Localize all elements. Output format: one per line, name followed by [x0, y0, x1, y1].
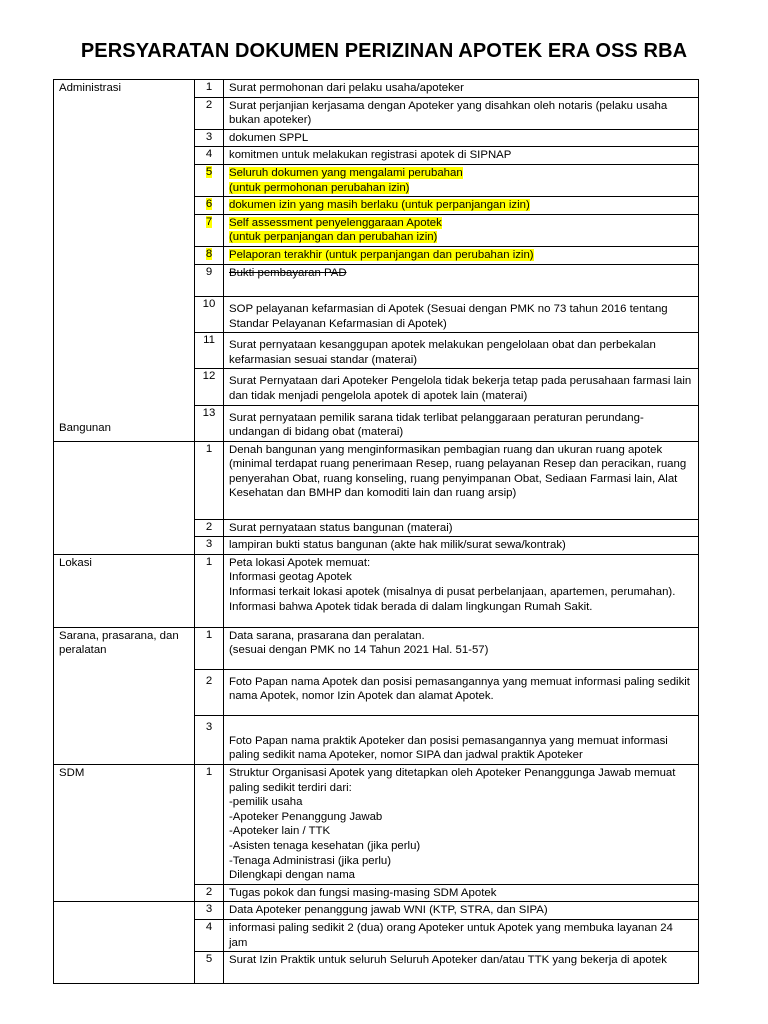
row-text: Struktur Organisasi Apotek yang ditetapkan oleh Apoteker Penanggunga Jawab memuat paling sedikit terdiri dari: -pemilik usaha -Apoteker Penanggung Jawab -Apoteker lain / TTK -Asisten tenaga kesehatan (jika perlu) -Tenaga Administrasi (jika perlu) Dilengkapi dengan nama	[224, 765, 699, 885]
requirements-table	[53, 79, 699, 984]
row-text: Pelaporan terakhir (untuk perpanjangan dan perubahan izin)	[224, 246, 699, 264]
category-empty	[54, 902, 195, 984]
row-number: 3	[195, 537, 224, 555]
table-row	[54, 902, 699, 920]
row-number: 1	[195, 80, 224, 98]
category-bangunan-cell	[54, 441, 195, 554]
row-number: 13	[195, 405, 224, 441]
row-number: 1	[195, 554, 224, 627]
row-text: informasi paling sedikit 2 (dua) orang Apoteker untuk Apotek yang membuka layanan 24 jam	[224, 920, 699, 952]
row-number: 2	[195, 519, 224, 537]
table-row	[54, 765, 699, 885]
category-label: Administrasi	[59, 82, 122, 94]
row-number: 9	[195, 264, 224, 296]
row-number: 1	[195, 441, 224, 519]
row-number: 6	[195, 197, 224, 215]
category-lokasi: Lokasi	[54, 554, 195, 627]
row-text: Surat permohonan dari pelaku usaha/apoteker	[224, 80, 699, 98]
row-text: Surat perjanjian kerjasama dengan Apoteker yang disahkan oleh notaris (pelaku usaha bukan apoteker)	[224, 97, 699, 129]
row-number: 12	[195, 369, 224, 405]
row-number: 2	[195, 884, 224, 902]
category-label-bangunan: Bangunan	[59, 421, 111, 434]
row-text: Bukti pembayaran PAD	[224, 264, 699, 296]
table-row	[54, 80, 699, 98]
row-text: lampiran bukti status bangunan (akte hak milik/surat sewa/kontrak)	[224, 537, 699, 555]
row-number: 2	[195, 97, 224, 129]
table-row	[54, 627, 699, 669]
row-text: dokumen izin yang masih berlaku (untuk perpanjangan izin)	[224, 197, 699, 215]
row-number: 3	[195, 902, 224, 920]
row-number: 4	[195, 920, 224, 952]
category-administrasi	[54, 80, 195, 442]
row-text: Seluruh dokumen yang mengalami perubahan (untuk permohonan perubahan izin)	[224, 164, 699, 196]
row-number: 5	[195, 952, 224, 984]
category-sarana: Sarana, prasarana, dan peralatan	[54, 627, 195, 764]
row-text: Surat pernyataan pemilik sarana tidak terlibat pelanggaraan peraturan perundang-undangan di bidang obat (materai)	[224, 405, 699, 441]
row-text: Surat pernyataan status bangunan (materai)	[224, 519, 699, 537]
row-text: Foto Papan nama Apotek dan posisi pemasangannya yang memuat informasi paling sedikit nama Apotek, nomor Izin Apotek dan alamat Apotek.	[224, 669, 699, 715]
row-number: 2	[195, 669, 224, 715]
row-text: Surat Pernyataan dari Apoteker Pengelola tidak bekerja tetap pada perusahaan farmasi lain dan tidak menjadi pengelola apotek di apotek lain (materai)	[224, 369, 699, 405]
row-text: Data sarana, prasarana dan peralatan. (sesuai dengan PMK no 14 Tahun 2021 Hal. 51-57)	[224, 627, 699, 669]
row-text: Data Apoteker penanggung jawab WNI (KTP, STRA, dan SIPA)	[224, 902, 699, 920]
row-text: Foto Papan nama praktik Apoteker dan posisi pemasangannya yang memuat informasi paling sedikit nama Apoteker, nomor SIPA dan jadwal praktik Apoteker	[224, 715, 699, 764]
row-number: 1	[195, 765, 224, 885]
row-text: Peta lokasi Apotek memuat: Informasi geotag Apotek Informasi terkait lokasi apotek (misalnya di pusat perbelanjaan, apartemen, perumahan). Informasi bahwa Apotek tidak berada di dalam lingkungan Rumah Sakit.	[224, 554, 699, 627]
row-text: SOP pelayanan kefarmasian di Apotek (Sesuai dengan PMK no 73 tahun 2016 tentang Standar Pelayanan Kefarmasian di Apotek)	[224, 296, 699, 332]
row-number: 5	[195, 164, 224, 196]
row-text: dokumen SPPL	[224, 129, 699, 147]
category-sdm: SDM	[54, 765, 195, 902]
row-text: Tugas pokok dan fungsi masing-masing SDM Apotek	[224, 884, 699, 902]
row-number: 3	[195, 129, 224, 147]
row-number: 8	[195, 246, 224, 264]
row-text: Surat Izin Praktik untuk seluruh Seluruh Apoteker dan/atau TTK yang bekerja di apotek	[224, 952, 699, 984]
row-number: 4	[195, 147, 224, 165]
table-row	[54, 441, 699, 519]
row-number: 3	[195, 715, 224, 764]
row-number: 1	[195, 627, 224, 669]
row-text: Surat pernyataan kesanggupan apotek melakukan pengelolaan obat dan perbekalan kefarmasian sesuai standar (materai)	[224, 333, 699, 369]
row-text: Self assessment penyelenggaraan Apotek (untuk perpanjangan dan perubahan izin)	[224, 214, 699, 246]
page-title: PERSYARATAN DOKUMEN PERIZINAN APOTEK ERA OSS RBA	[80, 40, 688, 62]
row-text: Denah bangunan yang menginformasikan pembagian ruang dan ukuran ruang apotek (minimal terdapat ruang penerimaan Resep, ruang pelayanan Resep dan peracikan, ruang penyerahan Obat, ruang konseling, ruang penyimpanan Obat, Sediaan Farmasi lain, Alat Kesehatan dan BMHP dan komoditi lain dan ruang arsip)	[224, 441, 699, 519]
row-number: 11	[195, 333, 224, 369]
row-number: 7	[195, 214, 224, 246]
table-row	[54, 554, 699, 627]
row-number: 10	[195, 296, 224, 332]
row-text: komitmen untuk melakukan registrasi apotek di SIPNAP	[224, 147, 699, 165]
